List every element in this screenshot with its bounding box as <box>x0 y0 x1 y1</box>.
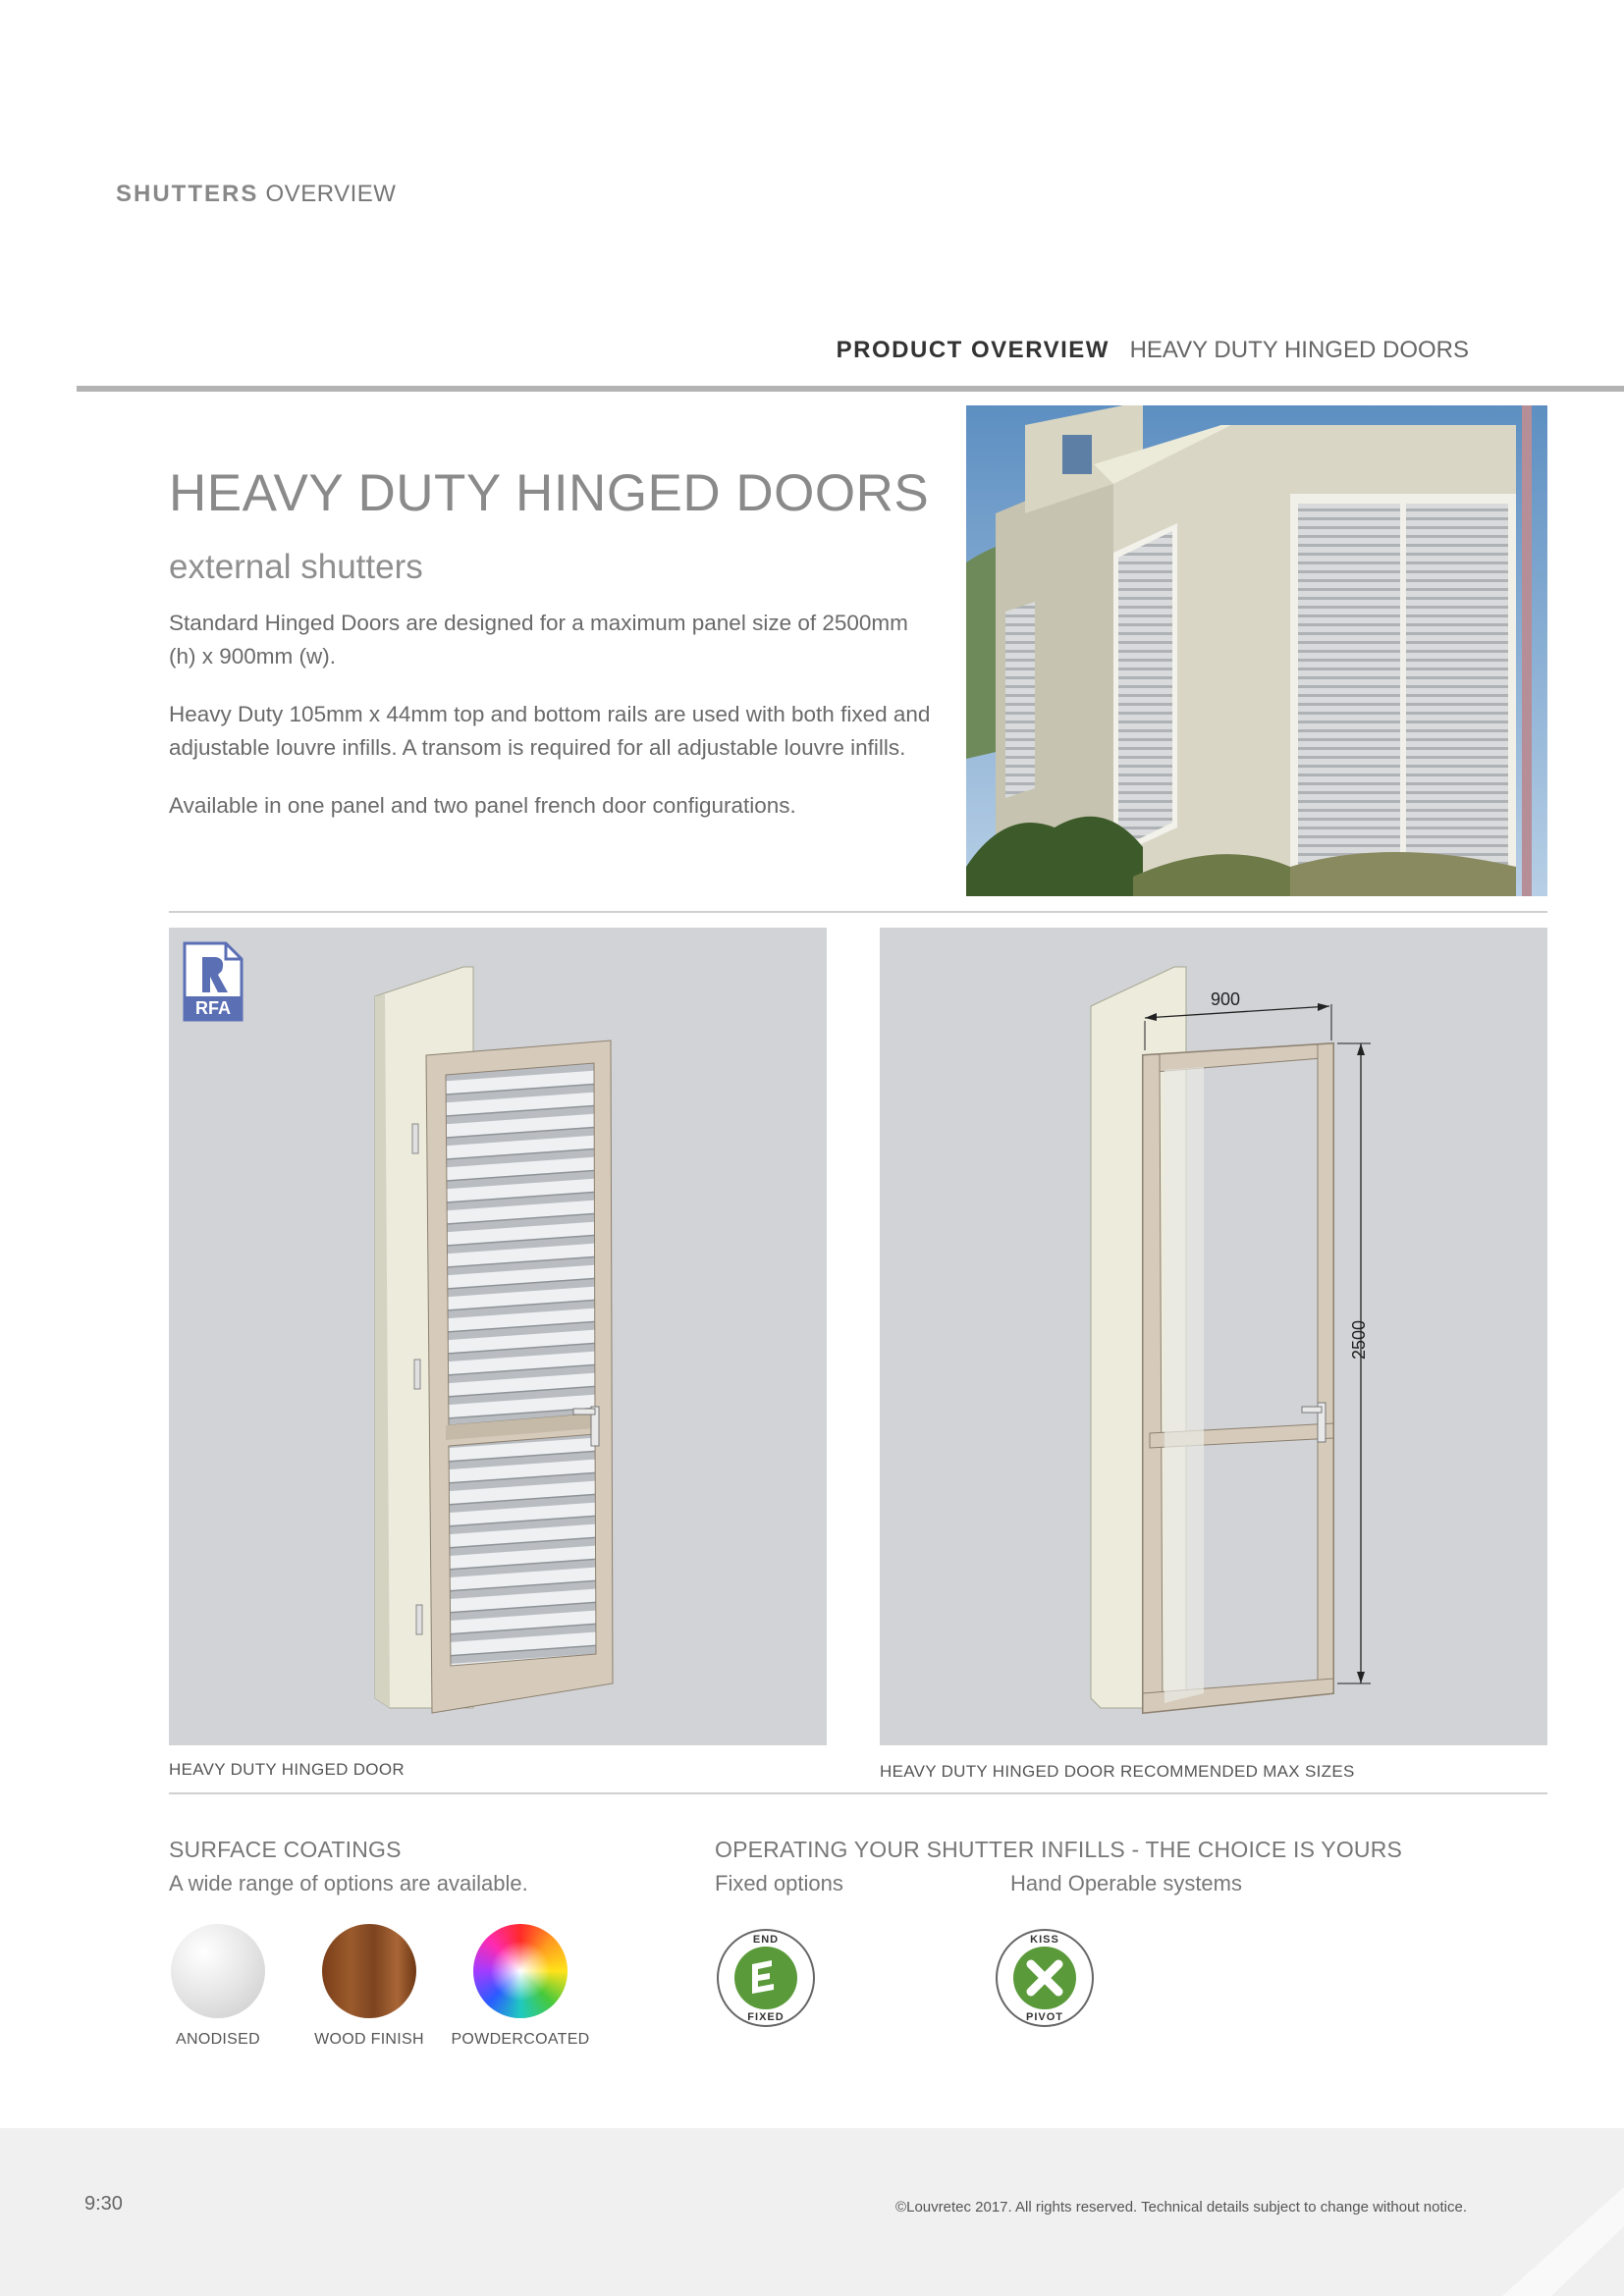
rfa-badge-label: RFA <box>195 998 231 1018</box>
anodised-label: ANODISED <box>176 2031 260 2048</box>
product-overview-rest: HEAVY DUTY HINGED DOORS <box>1129 337 1469 363</box>
section-label-bold: SHUTTERS <box>116 181 259 207</box>
intro-paragraph-1: Standard Hinged Doors are designed for a maximum panel size of 2500mm (h) x 900mm (w). <box>169 611 908 668</box>
width-dimension-label: 900 <box>1211 989 1241 1009</box>
powdercoated-label: POWDERCOATED <box>451 2031 590 2048</box>
divider-1 <box>169 911 1547 913</box>
surface-coatings-text: A wide range of options are available. <box>169 1871 528 1896</box>
anodised-swatch <box>171 1924 265 2018</box>
left-figure-caption: HEAVY DUTY HINGED DOOR <box>169 1760 405 1779</box>
surface-coatings-heading: SURFACE COATINGS <box>169 1837 402 1862</box>
divider-2 <box>169 1792 1547 1794</box>
kiss-pivot-badge-icon <box>994 1927 1096 2029</box>
end-fixed-badge-icon <box>715 1927 817 2029</box>
intro-paragraph-3: Available in one panel and two panel french door configurations. <box>169 793 796 818</box>
product-overview-heading <box>837 337 1469 364</box>
kiss-pivot-badge-bottom: PIVOT <box>1025 2011 1063 2023</box>
product-overview-bold: PRODUCT OVERVIEW <box>836 337 1110 363</box>
section-label <box>116 181 396 208</box>
header-rule <box>77 386 1624 392</box>
fixed-options-label: Fixed options <box>715 1871 843 1896</box>
hinged-door-figure <box>169 928 827 1745</box>
operating-heading: OPERATING YOUR SHUTTER INFILLS - THE CHOICE IS YOURS <box>715 1837 1403 1862</box>
page-number: 9:30 <box>84 2193 123 2215</box>
wood-finish-swatch <box>322 1924 416 2018</box>
height-dimension-label: 2500 <box>1349 1319 1369 1360</box>
hand-operable-label: Hand Operable systems <box>1010 1871 1242 1896</box>
end-fixed-badge-top: END <box>752 1934 780 1946</box>
section-label-rest: OVERVIEW <box>265 181 397 207</box>
wood-finish-label: WOOD FINISH <box>314 2031 424 2048</box>
intro-paragraph-2: Heavy Duty 105mm x 44mm top and bottom rails are used with both fixed and adjustable louvre infills. A transom is required for all adjustable louvre infills. <box>169 702 931 760</box>
kiss-pivot-badge-top: KISS <box>1030 1934 1059 1946</box>
page-subtitle: external shutters <box>169 548 423 586</box>
max-sizes-figure <box>880 928 1547 1745</box>
right-figure-caption: HEAVY DUTY HINGED DOOR RECOMMENDED MAX SIZES <box>880 1762 1355 1781</box>
page-title: HEAVY DUTY HINGED DOORS <box>169 464 930 522</box>
powdercoated-swatch <box>473 1924 568 2018</box>
end-fixed-badge-bottom: FIXED <box>747 2011 785 2023</box>
building-photo <box>966 405 1547 896</box>
copyright-notice: ©Louvretec 2017. All rights reserved. Technical details subject to change without notice. <box>895 2199 1467 2216</box>
